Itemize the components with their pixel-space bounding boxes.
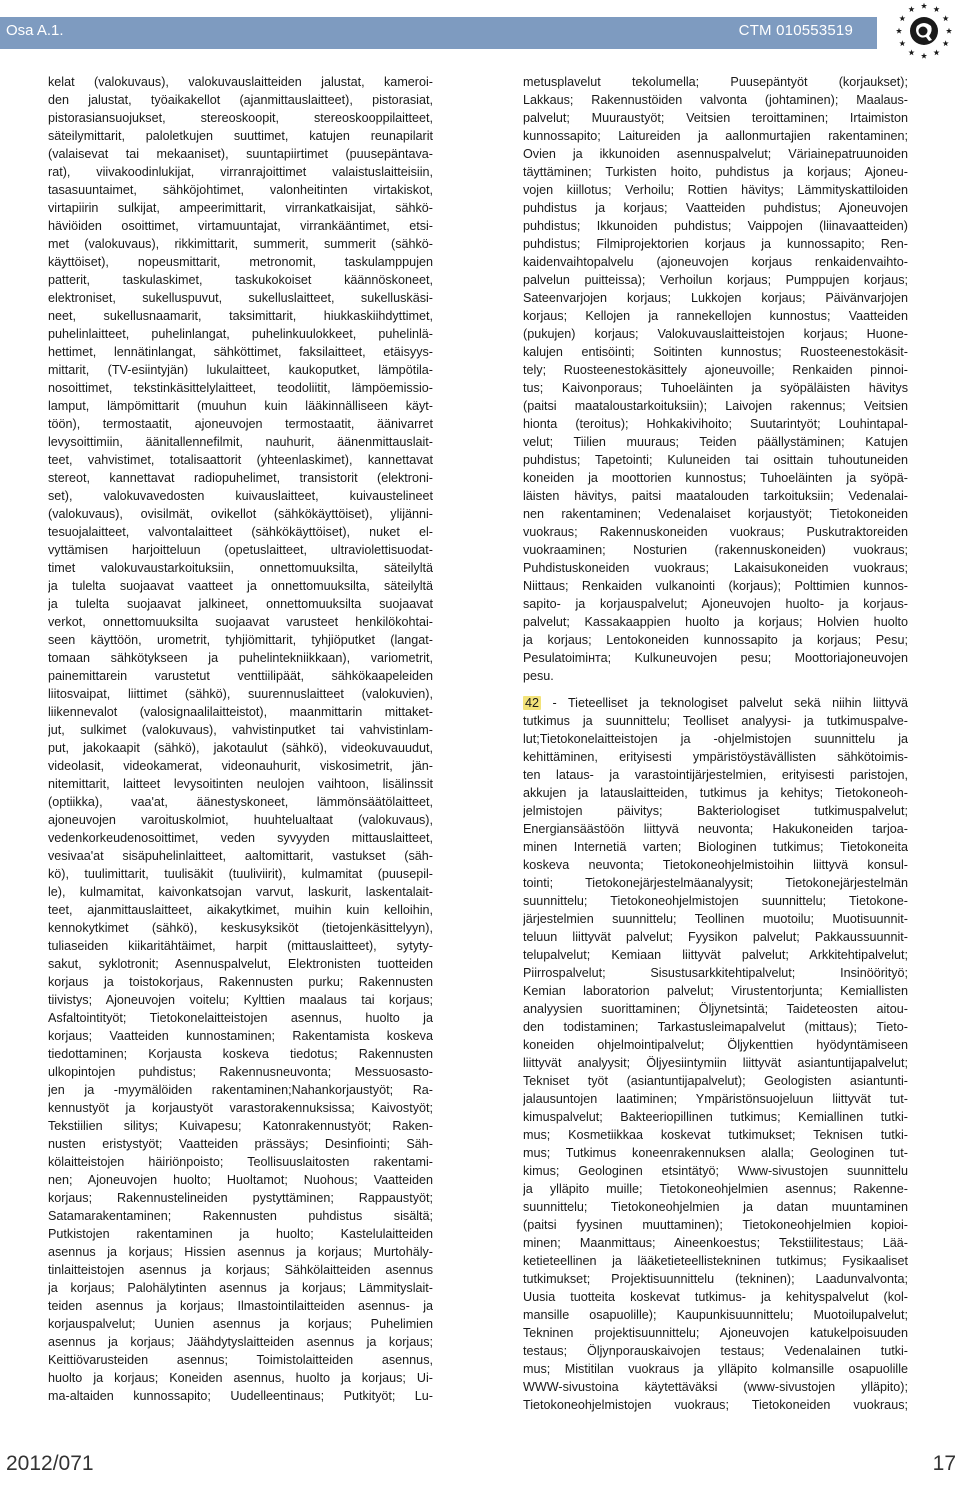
text-line: Tekstiilien silitys; Kuivapesu; Katonrakennustyöt; Raken- [48,1119,433,1133]
text-line: ja korjaus; Palohälytinten asennus ja korjaus; Lämmityslait- [48,1281,433,1295]
text-line: analyysien suorittaminen; Öljynetsintä; Taideteosten aitou- [523,1002,908,1016]
text-line: kunnossapito; Laitureiden ja aallonmurtajien rakentaminen; [523,129,908,143]
text-line: Kemian laboratorion palvelut; Virustentorjunta; Kemiallisten [523,984,908,998]
emblem-star [899,15,905,21]
text-line: Satamarakentaminen; Rakennusten puhdistus sisältä; [48,1209,433,1223]
text-line: korjaus; Vaatteiden kunnostaminen; Rakentamista koskeva [48,1029,433,1043]
text-line: vesivaa'at sisäpuhelinlaitteet, aaltomittarit, vastukset (säh- [48,849,433,863]
right-text-column [523,73,908,1414]
text-line: tutkimukset; Projektisuunnittelu (tekninen); Laadunvalvonta; [523,1272,908,1286]
text-line: vyttämisen harjoitteluun (opetuslaitteet, ultraviolettisuodat- [48,543,433,557]
text-line: mittarit, (TV-esiintyjän) lukulaitteet, kaukoputket, lämpötila- [48,363,433,377]
text-line: Ovien ja ikkunoiden asennuspalvelut; Väriainepatruunoiden [523,147,908,161]
text-line: ma-altaiden kunnossapito; Uudelleentinaus; Putkityöt; Lu- [48,1389,433,1403]
text-line: velut; Tiilien muuraus; Teiden päällystäminen; Katujen [523,435,908,449]
text-line: WWW-sivustoina käytettäväksi (www-sivustojen ylläpito); [523,1380,908,1394]
text-line: liitosvaipat, liittimet (sähkö), suurennuslaitteet (valokuvien), [48,687,433,701]
text-line: kimuspalvelut; Bakteeriopillinen tutkimus; Kemiallinen tutki- [523,1110,908,1124]
text-line: ja ylläpito muille; Tietokoneohjelmien asennus; Rakenne- [523,1182,908,1196]
text-line: patterit, taskulaskimet, taskukokoiset käännöskoneet, [48,273,433,287]
text-line: painemittarein varustetut venttiilipäät, sähkökaapeleiden [48,669,433,683]
emblem-star [933,6,939,12]
text-line: Keittiövarusteiden asennus; Toimistolaitteiden asennus, [48,1353,433,1367]
text-line: liikennevalot (valosignaalilaitteistot), maanmittarin mittaket- [48,705,433,719]
eu-trademark-emblem-icon [893,0,955,62]
text-line: pistorasiansuojukset, stereoskoopit, stereoskooppilaitteet, [48,111,433,125]
text-line: elektroniset, sukelluspuvut, sukelluslaitteet, sukelluskäsi- [48,291,433,305]
text-line: (paitsi fyysinen muuttaminen); Tietokoneohjelmien kopioi- [523,1218,908,1232]
text-line: (valokuvaus), ovisilmät, ovikellot (sähkökäyttöiset), ylijänni- [48,507,433,521]
text-line: korjaus; Kellojen ja rannekellojen kunnostus; Vaatteiden [523,309,908,323]
text-line: teet, ajanmittauslaitteet, aikakytkimet, muihin kuin kelloihin, [48,903,433,917]
text-line: palvelun puitteissa); Verhoilun korjaus; Pumppujen korjaus; [523,273,908,287]
text-line: metusplavelut tekolumella; Puusepäntyöt (korjaukset); [523,75,908,89]
text-line: läisten hävitys, paitsi maatalouden tarkoituksiin; Vedenalai- [523,489,908,503]
text-line: ja tulelta suojaavat vaatteet ja onnettomuuksilta, säteilyltä [48,579,433,593]
text-line: tiedottaminen; Korjausta koskeva tiedotus; Rakennusten [48,1047,433,1061]
text-line: vedenkorkeudenosoittimet, veden syvyyden mittauslaitteet, [48,831,433,845]
text-line: jen ja -myymälöiden rakentaminen;Nahankorjaustyöt; Ra- [48,1083,433,1097]
text-line: met (valokuvaus), rikkimittarit, summerit, summerit (sähkö- [48,237,433,251]
text-line: (pukujen) korjaus; Valokuvauslaitteistojen korjaus; Huone- [523,327,908,341]
text-line: kölaitteistojen häiriönpoisto; Teollisuuslaitosten rakentami- [48,1155,433,1169]
text-line: verkot, onnettomuuksilta suojaavat varusteet henkilökohtai- [48,615,433,629]
emblem-star [943,40,949,46]
text-line: Asfaltointityöt; Tietokonelaitteistojen asennus, huolto ja [48,1011,433,1025]
emblem-star [943,15,949,21]
text-line: ja tulelta suojaavat jalkineet, onnettomuuksilta suojaavat [48,597,433,611]
text-line: kehittäminen, erityisesti ympäristöystävällisten sähkötoimis- [523,750,908,764]
text-line: teluun liittyvät palvelut; Fyysikon palvelut; Pakkaussuunnit- [523,930,908,944]
text-line: hionta (teroitus); Hohkakivihoito; Suutarintyöt; Louhintapal- [523,417,908,431]
text-line: set), valokuvavedosten kuivauslaitteet, kuivaustelineet [48,489,433,503]
text-line: Uusia tuotteita koskevat tutkimus- ja kehityspalvelut (kol- [523,1290,908,1304]
text-line: suunnittelu; Tietokoneohjelmistojen suunnittelu; Tietokone- [523,894,908,908]
text-line: seen käyttöön, urometrit, tyhjiömittarit, tyhjiöputket (langat- [48,633,433,647]
text-line: suunnittelu; Tietokoneohjelmien ja datan muuntaminen [523,1200,908,1214]
text-line: tointi; Tietokonejärjestelmäanalyysit; Tietokonejärjestelmän [523,876,908,890]
text-line: vuokraaminen; Nosturien (rakennuskoneiden) vuokraus; [523,543,908,557]
text-line: (optiikka), vaa'at, äänestyskoneet, lämmönsäätölaitteet, [48,795,433,809]
text-line: järjestelmien suunnittelu; Teollinen muotoilu; Muotisuunnit- [523,912,908,926]
text-line: tutkimus ja suunnittelu; Teolliset analyysi- ja tutkimuspalve- [523,714,908,728]
text-line: stereot, kannettavat radiopuhelimet, transistorit (elektroni- [48,471,433,485]
text-line: jelmistojen päivitys; Bakteriologiset tutkimuspalvelut; [523,804,908,818]
text-line: palvelut; Muuraustyöt; Veitsien teroittaminen; Irtaimiston [523,111,908,125]
text-line: Tekninen projektisuunnittelu; Ajoneuvojen katukelpoisuuden [523,1326,908,1340]
text-line: puhelinlaitteet, puhelinlangat, puhelinkuulokkeet, puhelinlä- [48,327,433,341]
text-line: neet, sukellusnaamarit, taksimittarit, hiukkaskiihdyttimet, [48,309,433,323]
text-line: korjaus ja toistokorjaus, Rakennusten purku; Rakennusten [48,975,433,989]
text-line: nusten eristystyöt; Vaatteiden prässäys; Desinfiointi; Säh- [48,1137,433,1151]
text-line: koneiden ja moottorien kunnostus; Tuhoeläinten ja syöpä- [523,471,908,485]
text-line: Sateenvarjojen korjaus; Lukkojen korjaus; Päivänvarjojen [523,291,908,305]
text-line: den jalustat, työaikakellot (ajanmittauslaitteet), pistorasiat, [48,93,433,107]
text-line: Tekniset työt (asiantuntijapalvelut); Geologisten asiantunti- [523,1074,908,1088]
text-line: nen rakentaminen; Vedenalaiset korjaustyöt; Tietokoneiden [523,507,908,521]
text-line: kaidenvaihtopalvelu (ajoneuvojen korjaus renkaidenvaihto- [523,255,908,269]
text-line: häviöiden osoittimet, virtamuuntajat, virrankääntimet, etsi- [48,219,433,233]
class-heading-text: - Tieteelliset ja teknologiset palvelut sekä niihin liittyvä [541,696,908,710]
text-line: huolto ja korjaus; Koneiden asennus, huolto ja korjaus; Ui- [48,1371,433,1385]
text-line: lut;Tietokonelaitteistojen ja -ohjelmistojen suunnittelu ja [523,732,908,746]
text-line: kimus; Geologinen etsintätyö; Www-sivustojen suunnittelu [523,1164,908,1178]
text-line: rat), viivakoodinlukijat, virranrajoittimet valaistuslaitteisiin, [48,165,433,179]
emblem-star [921,3,927,9]
text-line: le), kulmamitat, kaivonkatsojan varvut, laskurit, laskentalait- [48,885,433,899]
text-line: täyttäminen; Turkisten hoito, puhdistus ja korjaus; Ajoneu- [523,165,908,179]
text-line: levysoittimiin, äänitallennefilmit, nauhurit, äänenmittauslait- [48,435,433,449]
text-line: töön), termostaatit, ajoneuvojen termostaatit, äänivarret [48,417,433,431]
text-line: koskeva neuvonta; Tietokoneohjelmistoihin liittyvä konsul- [523,858,908,872]
text-line: lamput, lämpömittarit (muuhun kuin lääkinnälliseen käyt- [48,399,433,413]
text-line: asennus ja korjaus; Jäähdytyslaitteiden asennus ja korjaus; [48,1335,433,1349]
text-line: kelat (valokuvaus), valokuvauslaitteiden jalustat, kameroi- [48,75,433,89]
text-line: telupalvelut; Kemiaan liittyvät palvelut; Arkkitehtipalvelut; [523,948,908,962]
text-line: ajoneuvojen varoituskolmiot, huuhtelualtaat (valokuvaus), [48,813,433,827]
text-line: Putkistojen rakentaminen ja huolto; Kastelulaitteiden [48,1227,433,1241]
left-text-column [48,73,433,1405]
text-line: vojen kiillotus; Verhoilu; Rottien hävitys; Lämmityskattiloiden [523,183,908,197]
text-line: asennus ja korjaus; Hissien asennus ja korjaus; Murtohäly- [48,1245,433,1259]
text-line: vuokraus; Rakennuskoneiden vuokraus; Puskutraktoreiden [523,525,908,539]
text-line: korjaus; Rakennustelineiden pystyttäminen; Rappaustyöt; [48,1191,433,1205]
text-line: jut, sulkimet (valokuvaus), vahvistinputket tai vahvistinlam- [48,723,433,737]
text-line: ketieteellinen ja lääketieteellistekninen tutkimus; Fysikaaliset [523,1254,908,1268]
emblem-star [908,6,914,12]
journal-issue: 2012/071 [6,1452,94,1475]
paragraph-spacer [523,685,908,694]
text-line: timet valokuvaustarkoituksiin, onnettomuuksilta, säteilyltä [48,561,433,575]
text-line: nosoittimet, tekstinkäsittelylaitteet, teodoliitit, lämpöemissio- [48,381,433,395]
class-heading-line [523,694,908,712]
page-number: 17 [932,1452,956,1475]
text-line: tinlaitteistojen asennus ja korjaus; Sähkölaitteiden asennus [48,1263,433,1277]
text-line: tus; Kaivonporaus; Tuhoeläinten ja syöpäläisten hävitys [523,381,908,395]
text-line: tomaan sähkötykseen ja puhelintekniikkaan), variometrit, [48,651,433,665]
text-line: ulkopintojen puhdistus; Rakennusneuvonta; Messuosasto- [48,1065,433,1079]
text-line: ja korjaus; Lentokoneiden kunnossapito ja korjaus; Pesu; [523,633,908,647]
text-line: puhdistus ja korjaus; Vaatteiden puhdistus; Ajoneuvojen [523,201,908,215]
text-line: tesuojalaitteet, valvontalaitteet (sähkökäyttöiset), nuket el- [48,525,433,539]
text-line: Puhdistuskoneiden vuokraus; Lakaisukoneiden vuokraus; [523,561,908,575]
text-line: käyttöiset), nopeusmittarit, metronomit, taskulamppujen [48,255,433,269]
text-line: teet, vahvistimet, totalisaattorit (yhteenlaskimet), kannettavat [48,453,433,467]
text-line: nen; Ajoneuvojen huolto; Huoltamot; Nuohous; Vaatteiden [48,1173,433,1187]
text-line: minen; Maanmittaus; Aineenkoestus; Tekstiilitestaus; Lää- [523,1236,908,1250]
text-line: puhdistus; Filmiprojektorien korjaus ja kunnossapito; Ren- [523,237,908,251]
text-line: tuliaseiden kiikaritähtäimet, harpit (mittauslaitteet), sytyty- [48,939,433,953]
text-line: videolasit, videokamerat, videonauhurit, viskosimetrit, jän- [48,759,433,773]
text-line: Lakkaus; Rakennustöiden valvonta (johtaminen); Maalaus- [523,93,908,107]
emblem-star [946,28,952,34]
trademark-code: CTM 010553519 [738,22,853,39]
text-line: minen Internetiä varten; Biologinen tutkimus; Tietokoneita [523,840,908,854]
text-line: palvelut; Kassakaappien huolto ja korjaus; Holvien huolto [523,615,908,629]
emblem-star [899,40,905,46]
text-line: sakut, syklotronit; Asennuspalvelut, Elektronisten tuotteiden [48,957,433,971]
text-line: Piirrospalvelut; Sisustusarkkitehtipalvelut; Insinöörityö; [523,966,908,980]
text-line: teiden asennus ja korjaus; Ilmastointilaitteiden asennus- ja [48,1299,433,1313]
text-line: kennokytkimet (sähkö), keskusyksiköt (tietojenkäsittelyyn), [48,921,433,935]
text-line: kö), tuulimittarit, tuulisäkit (tuuliviirit), kulmamitat (puusepil- [48,867,433,881]
text-line: jalausuntojen laatiminen; Ympäristönsuojeluun liittyvät tut- [523,1092,908,1106]
text-line: Energiansäästöön liittyvä neuvonta; Hakukoneiden tarjoa- [523,822,908,836]
text-line: mus; Tutkimus koneenrakennuksen alalla; Geologinen tut- [523,1146,908,1160]
text-line: nitemittarit, laitteet levysoitinten neulojen vaihtoon, lisälinssit [48,777,433,791]
text-line: mansille osapuolille); Kaupunkisuunnittelu; Muotoilupalvelut; [523,1308,908,1322]
text-line: Niittaus; Renkaiden vulkanointi (korjaus); Polttimien kunnos- [523,579,908,593]
text-line: koneiden ohjelmointipalvelut; Öljykenttien hyödyntämiseen [523,1038,908,1052]
emblem-star [908,49,914,55]
text-line: tiivistys; Ajoneuvojen voitelu; Kylttien maalaus tai korjaus; [48,993,433,1007]
text-line: säteilymittarit, paloletkujen suuttimet, katujen reunapilarit [48,129,433,143]
section-label: Osa A.1. [6,22,64,39]
class-number-badge: 42 [525,696,540,710]
text-line: put, jakokaapit (sähkö), jakotaulut (sähkö), videokuvauudut, [48,741,433,755]
text-line: kennustyöt ja korjaustyöt varastorakennuksissa; Kaivostyöt; [48,1101,433,1115]
text-line: tely; Ruosteenestokäsittely ajoneuvoille; Renkaiden pinnoi- [523,363,908,377]
text-line: tasasuuntaimet, sähköjohtimet, valonheitinten virtakiskot, [48,183,433,197]
text-line: sapito- ja korjauspalvelut; Ajoneuvojen huolto- ja korjaus- [523,597,908,611]
text-line: (valaisevat tai mekaaniset), suuntapiirtimet (puusepäntava- [48,147,433,161]
text-line: puhdistus; Ikkunoiden puhdistus; Vaippojen (liinavaatteiden) [523,219,908,233]
text-line: virtapiirin sulkijat, ampeerimittarit, virrankatkaisijat, sähkö- [48,201,433,215]
emblem-star [933,49,939,55]
text-line: puhdistus; Tapetointi; Kuluneiden tai osittain tuhoutuneiden [523,453,908,467]
text-line: Pesulatoimінта; Kulkuneuvojen pesu; Moottoriajoneuvojen [523,651,908,665]
text-line: testaus; Öljynporauskaivojen testaus; Vedenalainen tutki- [523,1344,908,1358]
text-line: akkujen ja latauslaitteiden, tutkimus ja kehitys; Tietokoneoh- [523,786,908,800]
text-line: kalujen entisöinti; Soitinten kunnostus; Ruosteenestokäsit- [523,345,908,359]
text-line: (paitsi maataloustarkoituksiin); Laivojen rakennus; Veitsien [523,399,908,413]
text-line: pesu. [523,669,554,683]
emblem-star [921,53,927,59]
emblem-star [896,28,902,34]
text-line: ten lataus- ja varastointijärjestelmien, erityisesti paristojen, [523,768,908,782]
text-line: mus; Kosmetiikkaa koskevat tutkimukset; Teknisen tutki- [523,1128,908,1142]
text-line: hettimet, lennätinlangat, sähköttimet, faksilaitteet, etäisyys- [48,345,433,359]
text-line: liittyvät analyysit; Öljyesiintymiin liittyvät asiantuntijapalvelut; [523,1056,908,1070]
text-line: korjauspalvelut; Uunien asennus ja korjaus; Puhelimien [48,1317,433,1331]
text-line: mus; Mistitilan vuokraus ja ylläpito kolmansille osapuolille [523,1362,908,1376]
text-line: den todistaminen; Tarkastusleimapalvelut (mittaus); Tieto- [523,1020,908,1034]
text-line: Tietokoneohjelmistojen vuokraus; Tietokoneiden vuokraus; [523,1398,908,1412]
